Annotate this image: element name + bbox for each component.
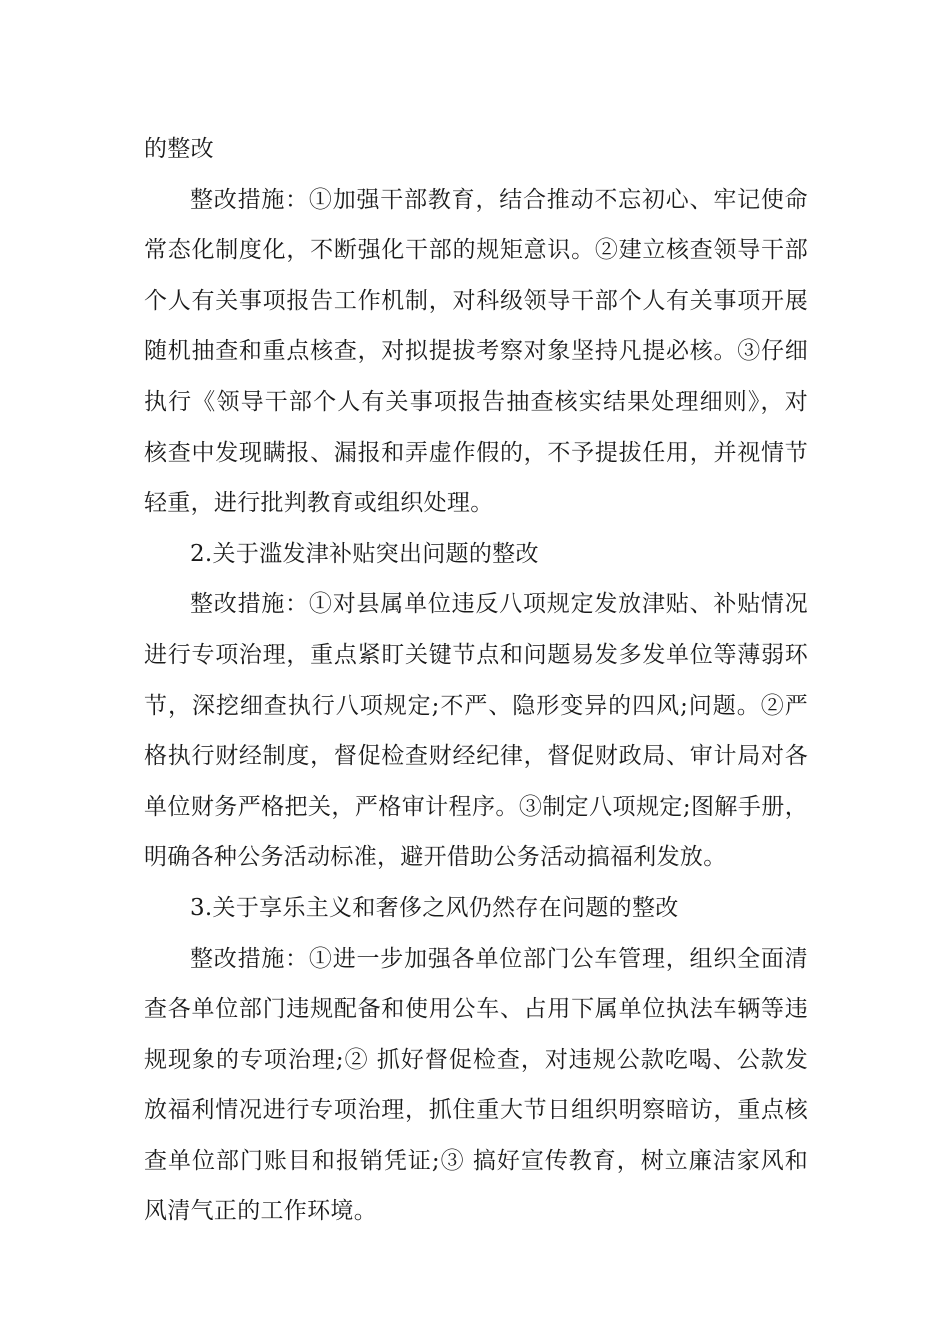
- section-heading-2: 2.关于滥发津补贴突出问题的整改: [190, 540, 539, 567]
- document-body: [144, 124, 808, 1237]
- section-heading-3: 3.关于享乐主义和奢侈之风仍然存在问题的整改: [190, 894, 679, 921]
- paragraph-measures-1: 整改措施：①加强干部教育，结合推动不忘初心、牢记使命常态化制度化，不断强化干部的规矩意识。②建立核查领导干部个人有关事项报告工作机制，对科级领导干部个人有关事项开展随机抽查和重点核查，对拟提拔考察对象坚持凡提必核。③仔细执行《领导干部个人有关事项报告抽查核实结果处理细则》，对核查中发现瞒报、漏报和弄虚作假的，不予提拔任用，并视情节轻重，进行批判教育或组织处理。: [144, 186, 808, 517]
- paragraph-measures-3: 整改措施：①进一步加强各单位部门公车管理，组织全面清查各单位部门违规配备和使用公车、占用下属单位执法车辆等违规现象的专项治理;② 抓好督促检查，对违规公款吃喝、公款发放福利情况进行专项治理，抓住重大节日组织明察暗访，重点核查单位部门账目和报销凭证;③ 搞好宣传教育，树立廉洁家风和风清气正的工作环境。: [144, 945, 808, 1225]
- paragraph-heading-continuation: 的整改: [144, 136, 214, 162]
- paragraph-measures-2: 整改措施：①对县属单位违反八项规定发放津贴、补贴情况进行专项治理，重点紧盯关键节点和问题易发多发单位等薄弱环节，深挖细查执行八项规定;不严、隐形变异的四风;问题。②严格执行财经制度，督促检查财经纪律，督促财政局、审计局对各单位财务严格把关，严格审计程序。③制定八项规定;图解手册，明确各种公务活动标准，避开借助公务活动搞福利发放。: [144, 591, 808, 871]
